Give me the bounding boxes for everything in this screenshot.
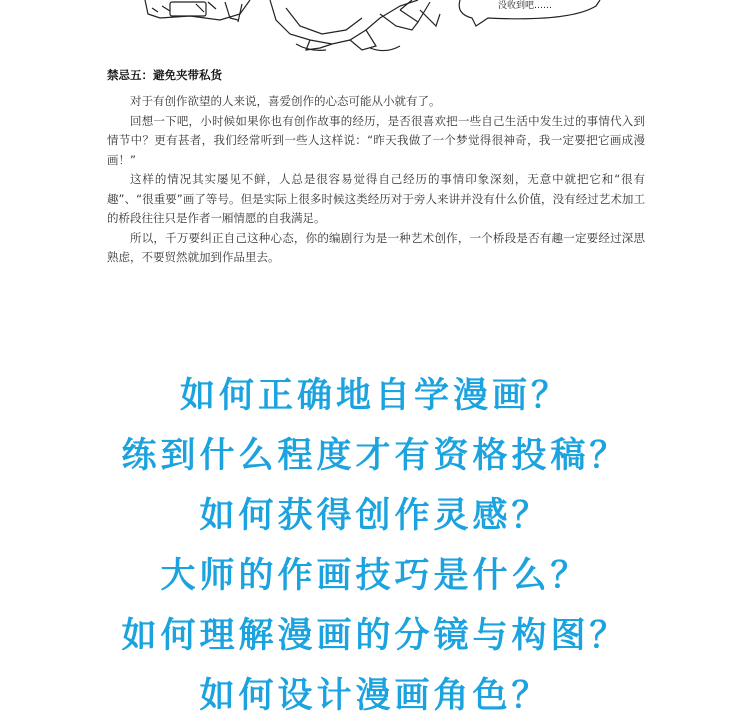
section-heading: 禁忌五：避免夹带私货 [107, 68, 222, 82]
article-body [107, 92, 645, 268]
comic-illustration [100, 0, 660, 56]
paragraph: 回想一下吧，小时候如果你也有创作故事的经历，是否很喜欢把一些自己生活中发生过的事情代入到情节中？更有甚者，我们经常听到一些人这样说：“昨天我做了一个梦觉得很神奇，我一定要把它画成漫画！” [107, 113, 645, 167]
speech-bubble-text: 没收到吧…… [498, 1, 553, 11]
promo-question: 如何设计漫画角色？ [199, 676, 551, 716]
promo-question: 如何理解漫画的分镜与构图？ [121, 616, 629, 656]
promo-question: 如何正确地自学漫画？ [179, 376, 570, 416]
paragraph: 对于有创作欲望的人来说，喜爱创作的心态可能从小就有了。 [130, 94, 441, 108]
promo-question: 练到什么程度才有资格投稿？ [121, 436, 629, 476]
paragraph: 所以，千万要纠正自己这种心态，你的编剧行为是一种艺术创作，一个桥段是否有趣一定要经过深思熟虑，不要贸然就加到作品里去。 [107, 230, 645, 264]
promo-question: 如何获得创作灵感？ [199, 496, 551, 536]
paragraph: 这样的情况其实屡见不鲜，人总是很容易觉得自己经历的事情印象深刻，无意中就把它和“很有趣”、“很重要”画了等号。但是实际上很多时候这类经历对于旁人来讲并没有什么价值，没有经过艺术加工的桥段往往只是作者一厢情愿的自我满足。 [107, 172, 645, 225]
promo-question-list [0, 366, 750, 726]
promo-question: 大师的作画技巧是什么？ [160, 556, 590, 596]
